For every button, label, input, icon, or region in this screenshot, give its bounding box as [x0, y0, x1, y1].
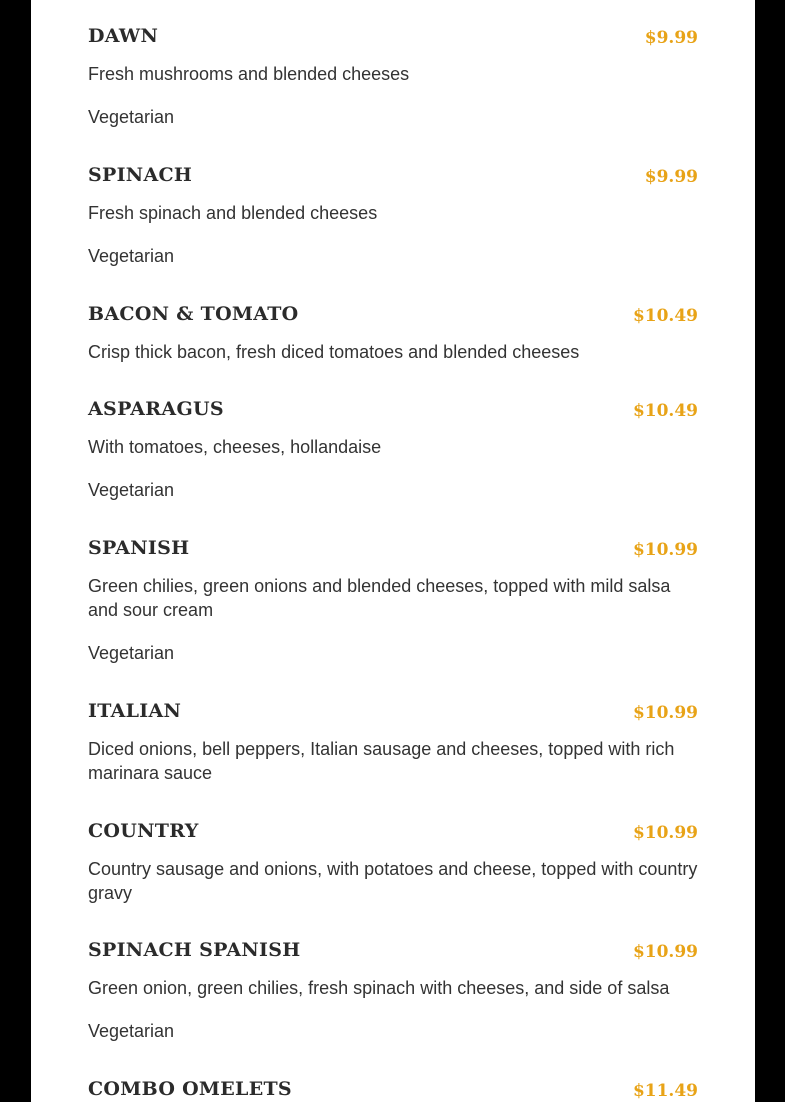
menu-item-spinach[interactable] [88, 163, 698, 268]
menu-item-tag: Vegetarian [88, 107, 175, 127]
menu-item-tag: Vegetarian [88, 480, 175, 500]
menu-item-price: $9.99 [644, 28, 698, 48]
menu-item-combo-omelets[interactable] [88, 1077, 698, 1102]
menu-item-asparagus[interactable] [88, 397, 698, 502]
menu-item-header [88, 397, 698, 427]
menu-item-description: Fresh mushrooms and blended cheeses [88, 64, 410, 84]
menu-item-header [88, 1077, 698, 1102]
menu-item-description: With tomatoes, cheeses, hollandaise [88, 437, 382, 457]
menu-item-description: Country sausage and onions, with potatoes and cheese, topped with country gravy [88, 859, 698, 903]
menu-item-description: Green chilies, green onions and blended cheeses, topped with mild salsa and sour cream [88, 576, 671, 620]
menu-item-description: Crisp thick bacon, fresh diced tomatoes and blended cheeses [88, 342, 580, 362]
menu-item-description: Diced onions, bell peppers, Italian sausage and cheeses, topped with rich marinara sauce [88, 739, 675, 783]
menu-item-header [88, 302, 698, 332]
menu-item-tag: Vegetarian [88, 246, 175, 266]
menu-item-tag: Vegetarian [88, 643, 175, 663]
menu-item-name: SPINACH [88, 164, 193, 186]
menu-item-name: SPANISH [88, 537, 190, 559]
menu-item-price: $11.49 [632, 1081, 698, 1101]
menu-item-name: COMBO OMELETS [88, 1078, 292, 1100]
menu-item-spinach-spanish[interactable] [88, 938, 698, 1043]
menu-item-price: $9.99 [644, 167, 698, 187]
menu-item-name: BACON & TOMATO [88, 303, 299, 325]
menu-item-header [88, 536, 698, 566]
menu-item-header [88, 699, 698, 729]
menu-item-header [88, 24, 698, 54]
menu-item-description: Green onion, green chilies, fresh spinach with cheeses, and side of salsa [88, 978, 670, 998]
menu-item-header [88, 819, 698, 849]
menu-item-price: $10.49 [632, 401, 698, 421]
menu-item-name: DAWN [88, 25, 159, 47]
menu-item-bacon-tomato[interactable] [88, 302, 698, 364]
menu-item-spanish[interactable] [88, 536, 698, 665]
menu-item-dawn[interactable] [88, 24, 698, 129]
menu-item-price: $10.99 [632, 823, 698, 843]
menu-item-price: $10.49 [632, 306, 698, 326]
menu-item-price: $10.99 [632, 703, 698, 723]
menu-page [31, 0, 755, 1102]
menu-item-name: ASPARAGUS [88, 398, 224, 420]
menu-item-tag: Vegetarian [88, 1021, 175, 1041]
menu-item-header [88, 163, 698, 193]
menu-item-price: $10.99 [632, 942, 698, 962]
menu-item-name: COUNTRY [88, 820, 199, 842]
menu-item-price: $10.99 [632, 540, 698, 560]
menu-item-country[interactable] [88, 819, 698, 905]
menu-item-description: Fresh spinach and blended cheeses [88, 203, 378, 223]
menu-item-name: SPINACH SPANISH [88, 939, 301, 961]
menu-item-header [88, 938, 698, 968]
menu-item-italian[interactable] [88, 699, 698, 785]
menu-item-name: ITALIAN [88, 700, 182, 722]
